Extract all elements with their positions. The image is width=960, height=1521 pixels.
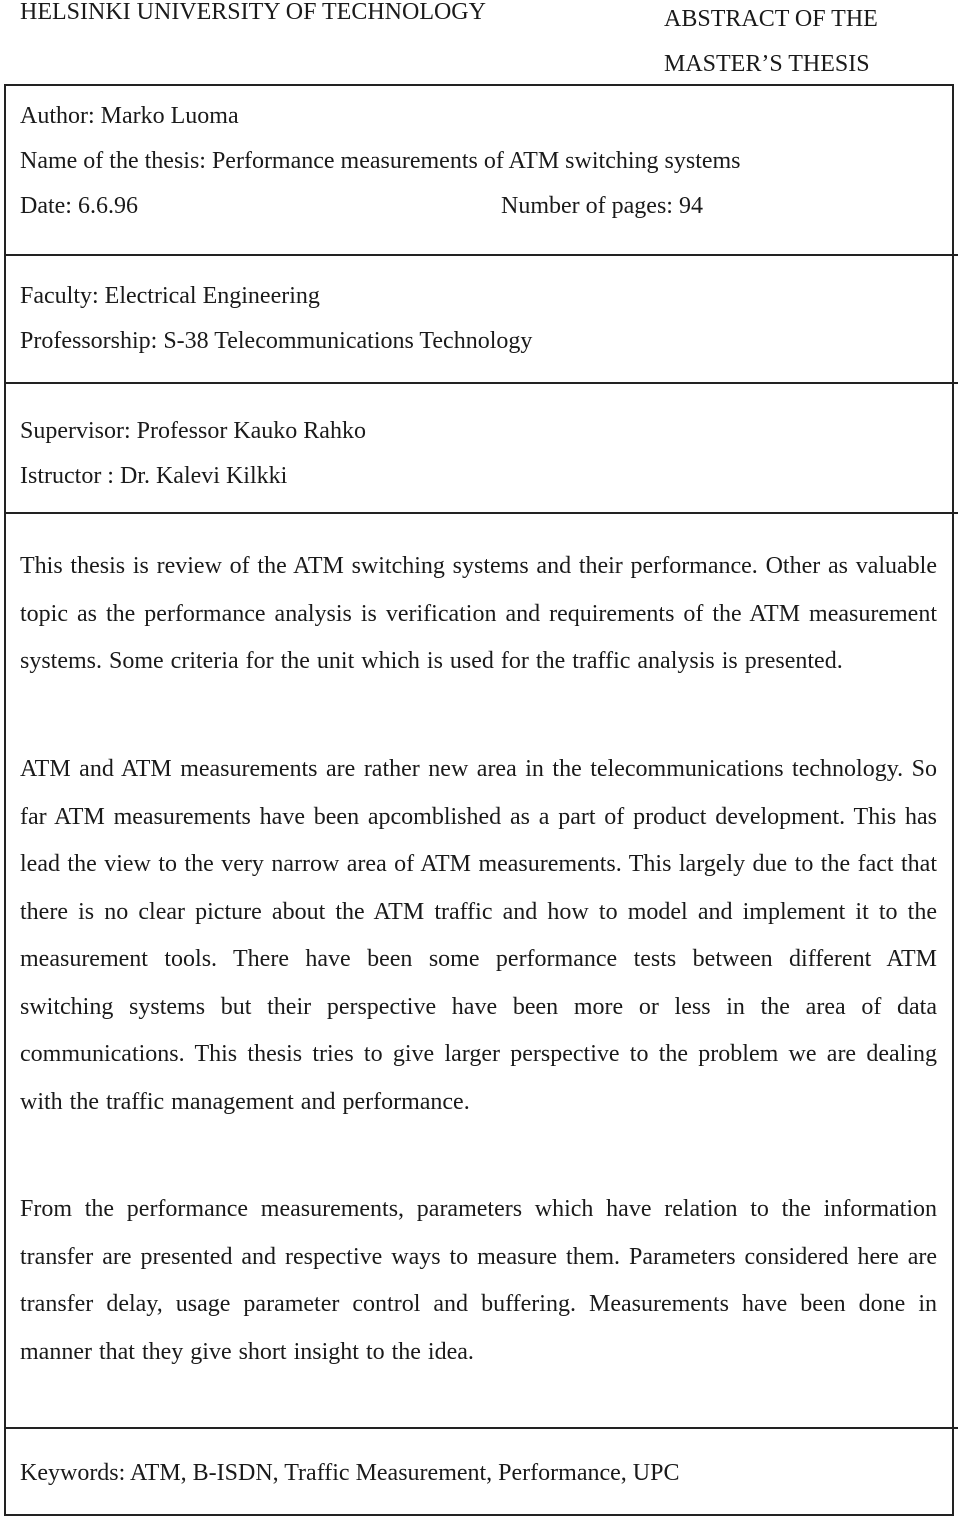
thesis-name-line: Name of the thesis: Performance measurements of ATM switching systems (20, 148, 741, 174)
document-type-title (664, 0, 954, 87)
abstract-paragraph-1: This thesis is review of the ATM switching systems and their performance. Other as valuable topic as the performance analysis is verification and requirements of the ATM measurement systems. Some criteria for the unit which is used for the traffic analysis is presented. (20, 553, 937, 674)
document-type-line-1: ABSTRACT OF THE (664, 6, 878, 32)
abstract-paragraph-3: From the performance measurements, parameters which have relation to the information transfer are presented and respective ways to measure them. Parameters considered here are transfer delay, usage parameter control and buffering. Measurements have been done in manner that they give short insight to the idea. (20, 1196, 937, 1365)
instructor-line: Istructor : Dr. Kalevi Kilkki (20, 463, 288, 489)
section-divider-1 (4, 254, 958, 256)
university-name: HELSINKI UNIVERSITY OF TECHNOLOGY (20, 0, 486, 25)
supervisor-line: Supervisor: Professor Kauko Rahko (20, 418, 366, 444)
author-line: Author: Marko Luoma (20, 103, 239, 129)
keywords-line: Keywords: ATM, B-ISDN, Traffic Measurement, Performance, UPC (20, 1460, 680, 1486)
professorship-line: Professorship: S-38 Telecommunications Technology (20, 328, 533, 354)
page-header (0, 0, 960, 84)
section-divider-4 (4, 1427, 958, 1429)
document-type-line-2: MASTER’S THESIS (664, 51, 870, 77)
page-count-line: Number of pages: 94 (501, 193, 703, 219)
abstract-paragraph-2: ATM and ATM measurements are rather new area in the telecommunications technology. So far ATM measurements have been apcomblished as a part of product development. This has lead the view to the very narrow area of ATM measurements. This largely due to the fact that there is no clear picture about the ATM traffic and how to model and implement it to the measurement tools. There have been some performance tests between different ATM switching systems but their perspective have been more or less in the area of data communications. This thesis tries to give larger perspective to the problem we are dealing with the traffic management and performance. (20, 756, 937, 1115)
section-divider-3 (4, 512, 958, 514)
date-line: Date: 6.6.96 (20, 193, 138, 219)
section-divider-2 (4, 382, 958, 384)
faculty-line: Faculty: Electrical Engineering (20, 283, 320, 309)
